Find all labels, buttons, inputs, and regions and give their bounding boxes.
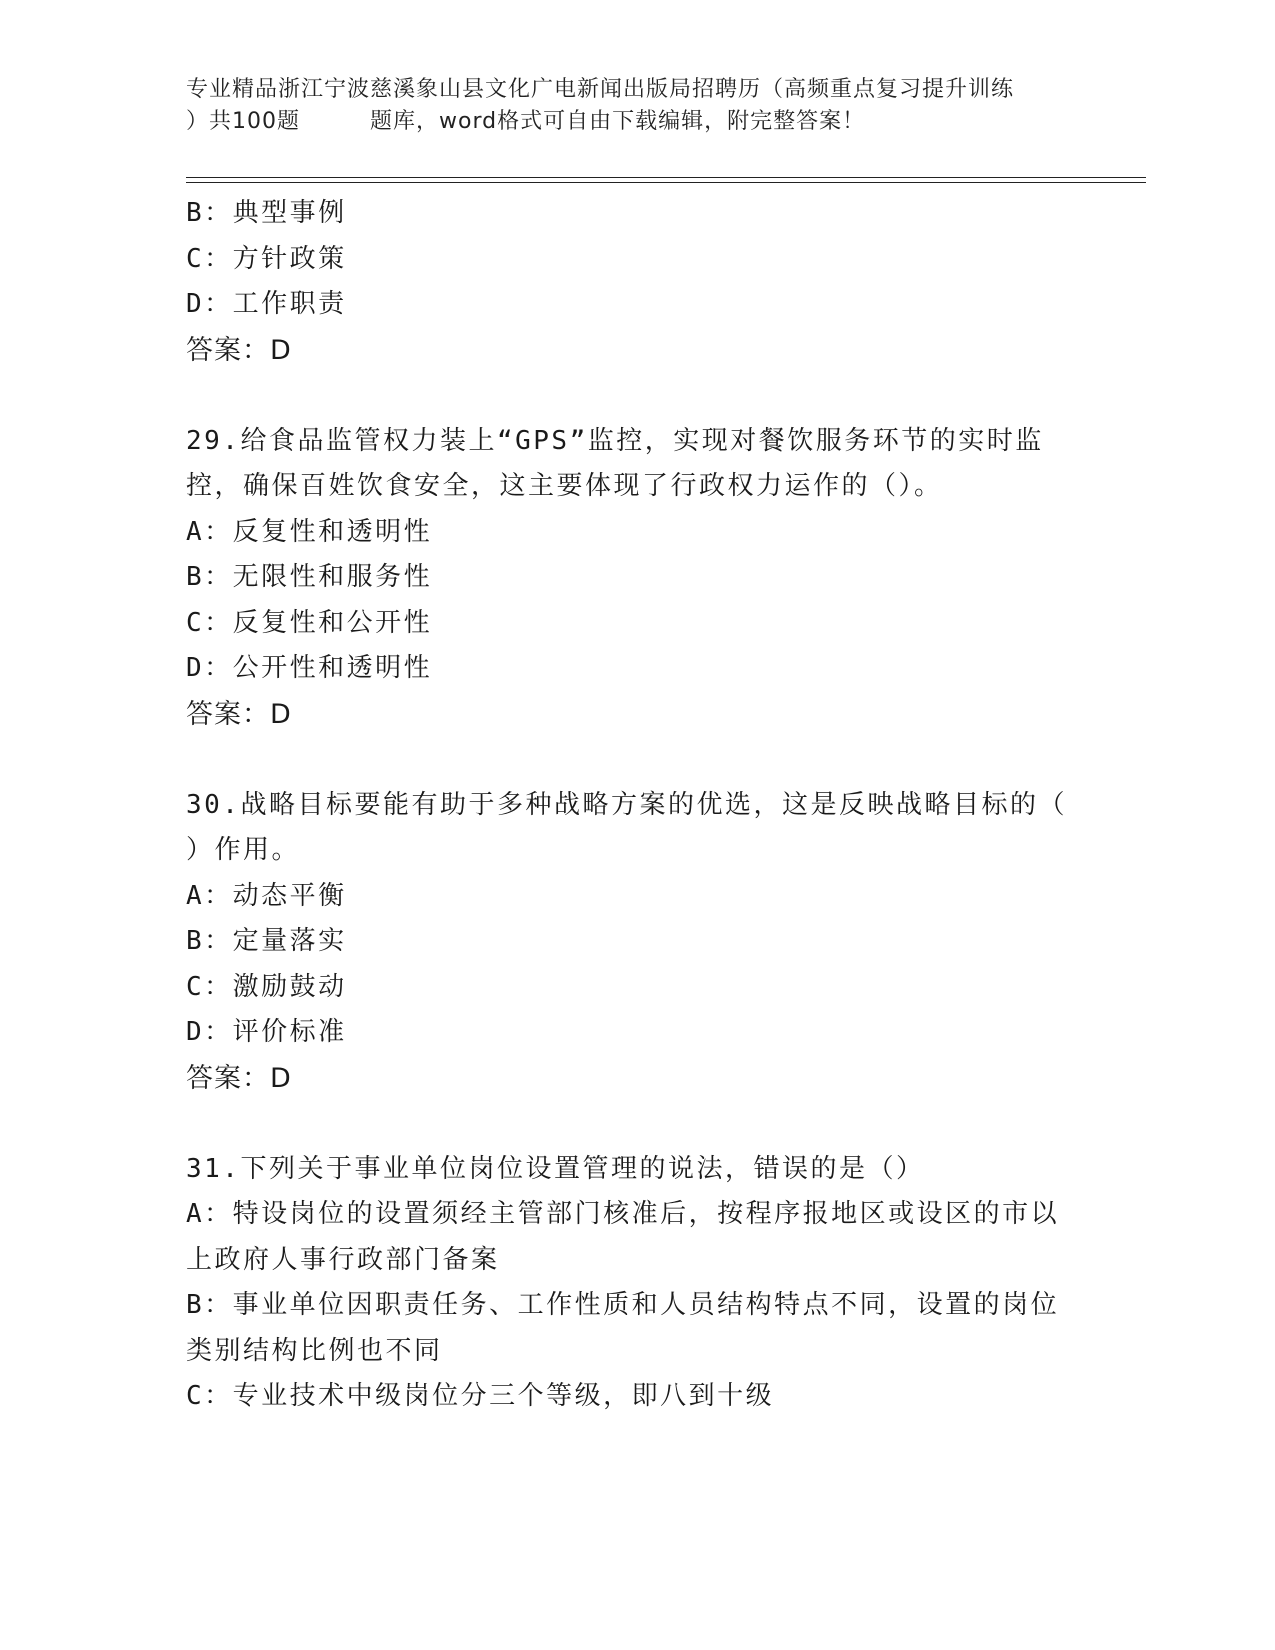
- header-line-2-part-1: ）共100题: [186, 109, 300, 134]
- question-stem: 30.战略目标要能有助于多种战略方案的优选，这是反映战略目标的（: [186, 789, 1067, 820]
- answer: 答案：D: [186, 698, 292, 730]
- question-stem-continued: 控，确保百姓饮食安全，这主要体现了行政权力运作的（）。: [186, 471, 943, 501]
- answer: 答案：D: [186, 334, 292, 366]
- question-stem-continued: ）作用。: [186, 835, 301, 865]
- header-line-2-part-2: 题库，word格式可自由下载编辑，附完整答案！: [370, 109, 866, 134]
- answer: 答案：D: [186, 1062, 292, 1094]
- header-divider-top: [186, 177, 1146, 178]
- option-d: D：工作职责: [186, 289, 347, 319]
- previous-question-tail: [186, 191, 1086, 373]
- question-29: [186, 419, 1086, 738]
- header-divider-bottom: [186, 182, 1146, 183]
- page-header: [186, 74, 1086, 138]
- option-c: C：反复性和公开性: [186, 607, 433, 638]
- question-31: [186, 1147, 1086, 1420]
- header-line-1: 专业精品浙江宁波慈溪象山县文化广电新闻出版局招聘历（高频重点复习提升训练: [186, 77, 1015, 102]
- question-stem: 29.给食品监管权力装上“GPS”监控，实现对餐饮服务环节的实时监: [186, 425, 1044, 456]
- option-c: C：方针政策: [186, 243, 347, 274]
- option-a-continued: 上政府人事行政部门备案: [186, 1244, 500, 1275]
- question-content: [186, 191, 1086, 1420]
- option-a: A：动态平衡: [186, 880, 347, 911]
- option-b: B：事业单位因职责任务、工作性质和人员结构特点不同，设置的岗位: [186, 1290, 1060, 1320]
- option-b: B：定量落实: [186, 926, 347, 956]
- option-d: D：公开性和透明性: [186, 653, 433, 683]
- option-a: A：特设岗位的设置须经主管部门核准后，按程序报地区或设区的市以: [186, 1199, 1060, 1229]
- option-a: A：反复性和透明性: [186, 516, 433, 547]
- question-stem: 31.下列关于事业单位岗位设置管理的说法，错误的是（）: [186, 1153, 925, 1184]
- option-d: D：评价标准: [186, 1017, 347, 1047]
- option-b: B：无限性和服务性: [186, 562, 433, 592]
- option-c: C：激励鼓动: [186, 971, 347, 1002]
- header-line-2: [186, 106, 1086, 138]
- question-30: [186, 783, 1086, 1102]
- option-b-continued: 类别结构比例也不同: [186, 1335, 443, 1366]
- option-b: B：典型事例: [186, 198, 347, 228]
- option-c: C：专业技术中级岗位分三个等级，即八到十级: [186, 1381, 775, 1411]
